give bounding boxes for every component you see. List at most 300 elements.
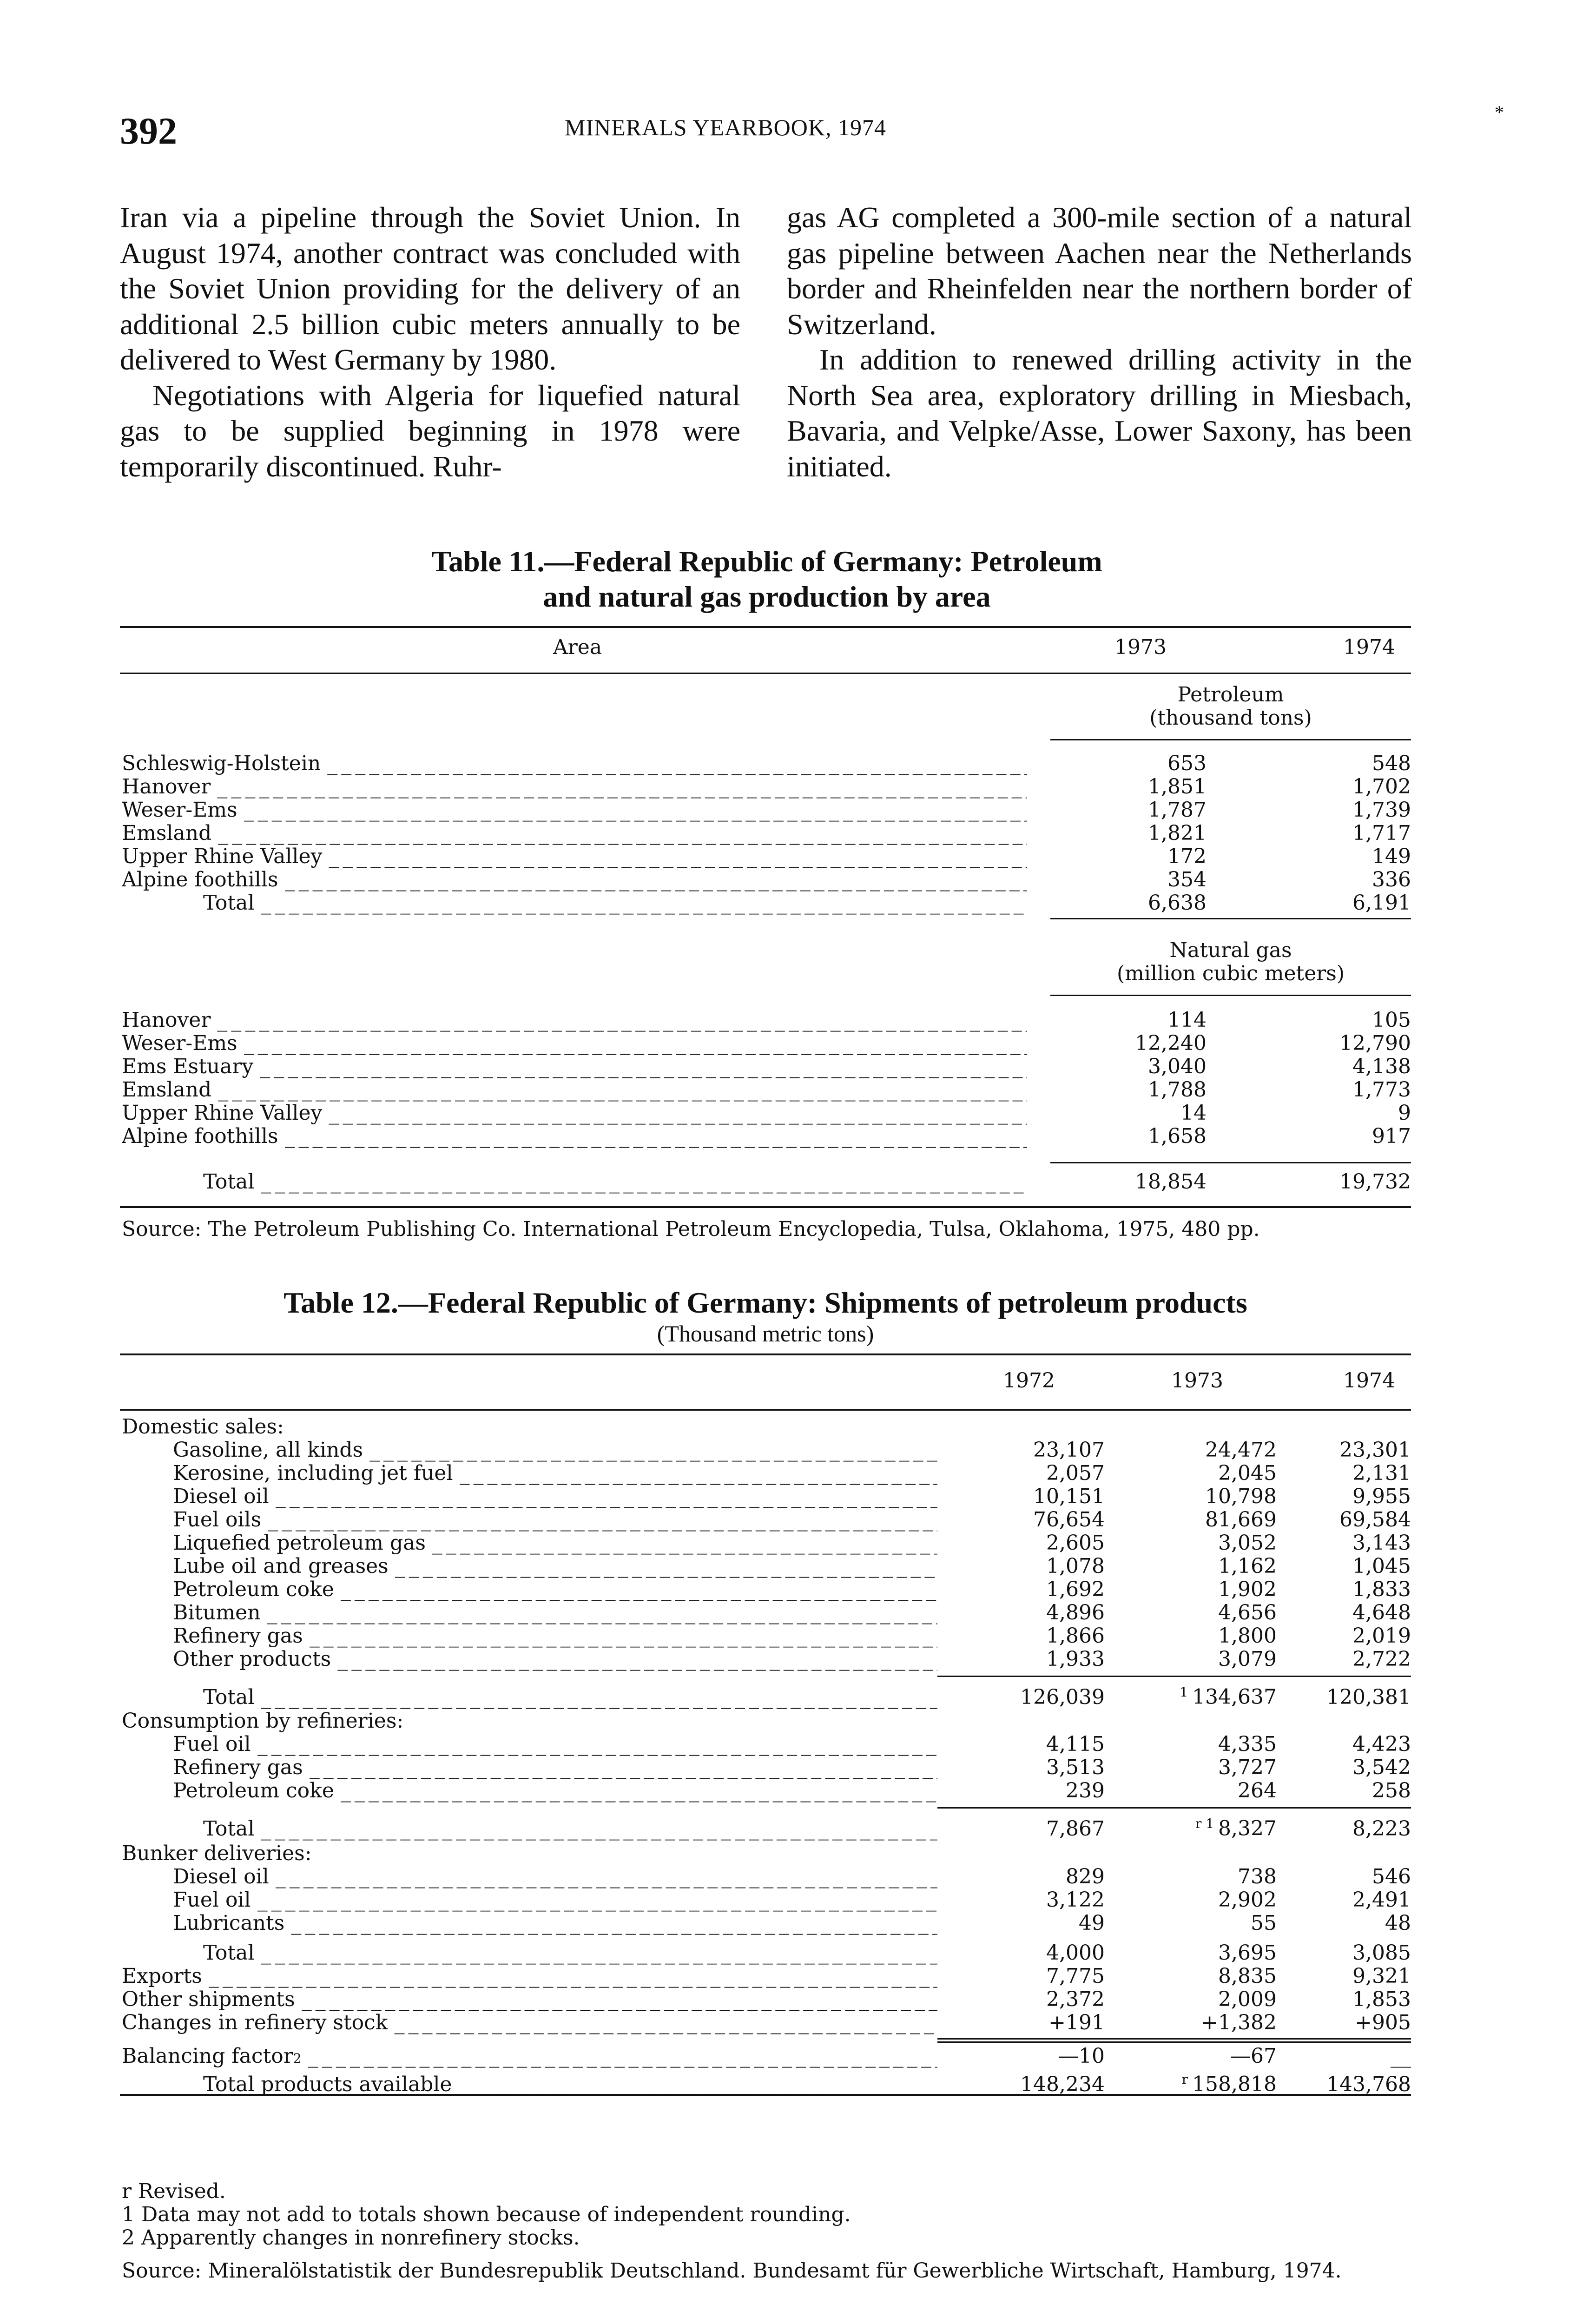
table11-title-line1: Table 11.—Federal Republic of Germany: Petroleum bbox=[431, 545, 1102, 578]
cell-value: 10,151 bbox=[1033, 1485, 1105, 1508]
row-label bbox=[122, 1462, 937, 1485]
row-label-text: Petroleum coke bbox=[173, 1578, 334, 1601]
table12-footnotes bbox=[122, 2180, 1411, 2250]
table-row bbox=[122, 2045, 1411, 2068]
petroleum-header-line1: Petroleum bbox=[1177, 683, 1284, 706]
cell-value: 12,240 bbox=[1135, 1031, 1207, 1055]
row-label bbox=[122, 1555, 937, 1578]
cell-value: 546 bbox=[1372, 1865, 1411, 1888]
table-row bbox=[122, 891, 1411, 915]
leader-dots bbox=[369, 1439, 937, 1462]
row-label bbox=[122, 1170, 1027, 1194]
leader-dots bbox=[432, 1532, 937, 1555]
cell-value: 3,513 bbox=[1046, 1756, 1105, 1779]
row-label bbox=[122, 1578, 937, 1601]
leader-dots bbox=[394, 2011, 937, 2034]
leader-dots bbox=[310, 1624, 937, 1648]
cell-value: 76,654 bbox=[1033, 1508, 1105, 1532]
cell-value: 653 bbox=[1167, 752, 1207, 775]
leader-dots bbox=[218, 822, 1027, 845]
table-row bbox=[122, 799, 1411, 822]
cell-value: 6,638 bbox=[1148, 891, 1207, 915]
row-label bbox=[122, 1648, 937, 1671]
cell-value: 1,658 bbox=[1148, 1124, 1207, 1148]
row-label-text: Weser-Ems bbox=[122, 799, 237, 822]
cell-value: 1,078 bbox=[1046, 1554, 1105, 1578]
cell-value: 1,853 bbox=[1352, 1987, 1411, 2011]
row-label bbox=[122, 1601, 937, 1624]
cell-value: 4,138 bbox=[1352, 1055, 1411, 1078]
rule bbox=[120, 1206, 1411, 1208]
cell-value: 1,788 bbox=[1148, 1078, 1207, 1102]
row-label bbox=[122, 799, 1027, 822]
cell-value: 2,605 bbox=[1046, 1531, 1105, 1555]
cell-value: 10,798 bbox=[1205, 1485, 1277, 1508]
rule bbox=[120, 1409, 1411, 1411]
cell-value: 3,085 bbox=[1352, 1941, 1411, 1965]
cell-value: 8,223 bbox=[1352, 1816, 1411, 1841]
table-row bbox=[122, 1965, 1411, 1988]
col-header-1973: 1973 bbox=[1114, 635, 1167, 659]
row-label-text: Diesel oil bbox=[173, 1485, 269, 1508]
cell-value: 3,727 bbox=[1218, 1756, 1277, 1779]
leader-dots bbox=[217, 775, 1027, 799]
row-label bbox=[122, 1055, 1027, 1078]
paragraph: Negotiations with Algeria for liquefied natural gas to be supplied beginning in 1978 were temporarily discontinued. Ruhr- bbox=[120, 378, 740, 483]
table-row bbox=[122, 845, 1411, 868]
leader-dots bbox=[217, 1009, 1027, 1032]
cell-value: 829 bbox=[1066, 1865, 1105, 1888]
cell-value: 2,131 bbox=[1352, 1461, 1411, 1485]
cell-value: 19,732 bbox=[1339, 1170, 1411, 1194]
leader-dots bbox=[327, 752, 1027, 775]
rule bbox=[1050, 1162, 1411, 1163]
row-label-text: Weser-Ems bbox=[122, 1032, 237, 1055]
leader-dots bbox=[261, 1817, 937, 1841]
row-label-text: Exports bbox=[122, 1965, 202, 1988]
cell-value: 4,335 bbox=[1218, 1732, 1277, 1756]
cell-value: 1,739 bbox=[1352, 798, 1411, 822]
cell-value: $^1$ 134,637 bbox=[1180, 1684, 1277, 1709]
row-label-text: Refinery gas bbox=[173, 1756, 303, 1779]
gas-total-row bbox=[122, 1170, 1411, 1194]
leader-dots bbox=[302, 1988, 937, 2011]
leader-dots bbox=[291, 1912, 937, 1935]
section-header-domestic: Domestic sales: bbox=[122, 1415, 284, 1439]
row-label-text: Other products bbox=[173, 1648, 331, 1671]
table12-subtitle: (Thousand metric tons) bbox=[657, 1320, 874, 1347]
row-label bbox=[122, 775, 1027, 799]
row-label-text: Upper Rhine Valley bbox=[122, 845, 323, 868]
leader-dots bbox=[310, 1756, 937, 1779]
cell-value: 2,722 bbox=[1352, 1647, 1411, 1671]
leader-dots bbox=[329, 845, 1027, 868]
cell-value: $^{r 1}$ 8,327 bbox=[1195, 1816, 1277, 1841]
table11-title bbox=[279, 544, 1255, 614]
cell-value: +1,382 bbox=[1201, 2011, 1277, 2034]
table-row bbox=[122, 2011, 1411, 2034]
cell-value: 143,768 bbox=[1326, 2072, 1411, 2096]
rule bbox=[120, 1353, 1411, 1355]
cell-value: +191 bbox=[1048, 2011, 1105, 2034]
petroleum-header-line2: (thousand tons) bbox=[1149, 706, 1312, 730]
cell-value: 2,902 bbox=[1218, 1888, 1277, 1912]
cell-value: 1,821 bbox=[1148, 821, 1207, 845]
spacer bbox=[122, 1935, 1411, 1941]
running-title: MINERALS YEARBOOK, 1974 bbox=[565, 114, 886, 140]
leader-dots bbox=[268, 1508, 937, 1532]
cell-value: 2,057 bbox=[1046, 1461, 1105, 1485]
rule bbox=[120, 673, 1411, 674]
cell-value: 1,162 bbox=[1218, 1554, 1277, 1578]
spacer bbox=[122, 1809, 1411, 1812]
row-label bbox=[122, 752, 1027, 775]
text-column-left bbox=[120, 200, 740, 484]
table-row bbox=[122, 1888, 1411, 1912]
table-row bbox=[122, 1102, 1411, 1125]
row-label-text: Total bbox=[203, 1685, 255, 1709]
cell-value: 4,423 bbox=[1352, 1732, 1411, 1756]
row-label-text: Lubricants bbox=[173, 1912, 285, 1935]
row-label bbox=[122, 1888, 937, 1912]
row-label-text: Total bbox=[203, 1817, 255, 1841]
cell-value: 917 bbox=[1372, 1124, 1411, 1148]
cell-value: 24,472 bbox=[1205, 1438, 1277, 1462]
cell-value: 49 bbox=[1079, 1911, 1105, 1935]
leader-dots bbox=[260, 1055, 1027, 1078]
row-label bbox=[122, 1733, 937, 1756]
paragraph: In addition to renewed drilling activity in the North Sea area, exploratory drilling in Miesbach, Bavaria, and Velpke/Asse, Lower Saxony, has been initiated. bbox=[787, 343, 1412, 483]
cell-value: 1,702 bbox=[1352, 775, 1411, 799]
leader-dots bbox=[267, 1601, 937, 1624]
cell-value: 1,787 bbox=[1148, 798, 1207, 822]
row-label-text: Fuel oil bbox=[173, 1888, 251, 1912]
cell-value: 8,835 bbox=[1218, 1964, 1277, 1988]
page-number: 392 bbox=[120, 110, 177, 152]
row-label bbox=[122, 822, 1027, 845]
leader-dots bbox=[341, 1779, 937, 1802]
rule bbox=[1050, 918, 1411, 919]
cell-value: 2,019 bbox=[1352, 1624, 1411, 1648]
table-row bbox=[122, 1462, 1411, 1485]
leader-dots bbox=[329, 1102, 1027, 1125]
cell-value: 9 bbox=[1398, 1101, 1411, 1125]
cell-value: __ bbox=[1391, 2044, 1411, 2068]
cell-value: 3,040 bbox=[1148, 1055, 1207, 1078]
petroleum-table bbox=[122, 752, 1411, 915]
paragraph: gas AG completed a 300-mile section of a natural gas pipeline between Aachen near the Netherlands border and Rheinfelden near the northern border of Switzerland. bbox=[787, 201, 1412, 341]
total-row bbox=[122, 1941, 1411, 1965]
cell-value: 23,301 bbox=[1339, 1438, 1411, 1462]
row-label bbox=[122, 1779, 937, 1802]
paragraph: Iran via a pipeline through the Soviet Union. In August 1974, another contract was concluded with the Soviet Union providing for the delivery of an additional 2.5 billion cubic meters annually to be delivered to West Germany by 1980. bbox=[120, 201, 740, 376]
leader-dots bbox=[257, 1733, 937, 1756]
row-label bbox=[122, 1009, 1027, 1032]
leader-dots bbox=[261, 1941, 937, 1965]
cell-value: 354 bbox=[1167, 868, 1207, 891]
spacer bbox=[122, 1677, 1411, 1681]
cell-value: 12,790 bbox=[1339, 1031, 1411, 1055]
cell-value: 239 bbox=[1066, 1779, 1105, 1802]
table12-body bbox=[122, 1415, 1411, 2096]
col-header-area: Area bbox=[553, 635, 602, 659]
table-row bbox=[122, 1578, 1411, 1601]
leader-dots bbox=[337, 1648, 937, 1671]
row-label bbox=[122, 1941, 937, 1965]
row-label-text: Ems Estuary bbox=[122, 1055, 254, 1078]
cell-value: 1,933 bbox=[1046, 1647, 1105, 1671]
table-row bbox=[122, 1125, 1411, 1148]
leader-dots bbox=[218, 1078, 1027, 1102]
cell-value: 1,866 bbox=[1046, 1624, 1105, 1648]
rule bbox=[1050, 739, 1411, 740]
row-label bbox=[122, 868, 1027, 891]
row-label-text: Hanover bbox=[122, 1009, 211, 1032]
section-header-bunker: Bunker deliveries: bbox=[122, 1842, 312, 1865]
row-label-text: Bitumen bbox=[173, 1601, 261, 1624]
row-label-text: Hanover bbox=[122, 775, 211, 799]
leader-dots bbox=[285, 1125, 1027, 1148]
table-row bbox=[122, 1988, 1411, 2011]
total-row bbox=[122, 1681, 1411, 1709]
table-row bbox=[122, 1733, 1411, 1756]
leader-dots bbox=[261, 891, 1027, 915]
row-label bbox=[122, 2045, 937, 2070]
row-label-text: Diesel oil bbox=[173, 1865, 269, 1888]
row-label-text: Refinery gas bbox=[173, 1624, 303, 1648]
spacer bbox=[122, 2034, 1411, 2038]
table-row bbox=[122, 1032, 1411, 1055]
row-label-text: Total bbox=[203, 1941, 255, 1965]
gas-table bbox=[122, 1009, 1411, 1148]
row-label bbox=[122, 1439, 937, 1462]
table-row bbox=[122, 1055, 1411, 1078]
cell-value: 81,669 bbox=[1205, 1508, 1277, 1532]
row-label-text: Gasoline, all kinds bbox=[173, 1439, 363, 1462]
cell-value: 120,381 bbox=[1326, 1685, 1411, 1709]
col-header-1972: 1972 bbox=[1003, 1369, 1055, 1393]
spacer bbox=[122, 1802, 1411, 1807]
cell-value: 1,800 bbox=[1218, 1624, 1277, 1648]
table-row bbox=[122, 1508, 1411, 1532]
cell-value: 1,902 bbox=[1218, 1578, 1277, 1601]
cell-value: 48 bbox=[1385, 1911, 1411, 1935]
cell-value: 69,584 bbox=[1339, 1508, 1411, 1532]
row-label-text: Total bbox=[203, 1170, 255, 1194]
footnote-marker: 2 bbox=[293, 2051, 302, 2066]
row-label-text: Other shipments bbox=[122, 1988, 295, 2011]
table11-title-line2: and natural gas production by area bbox=[543, 580, 991, 613]
leader-dots bbox=[276, 1485, 937, 1508]
cell-value: 3,695 bbox=[1218, 1941, 1277, 1965]
cell-value: 126,039 bbox=[1020, 1685, 1105, 1709]
row-label-text: Upper Rhine Valley bbox=[122, 1102, 323, 1125]
cell-value: 9,955 bbox=[1352, 1485, 1411, 1508]
row-label bbox=[122, 891, 1027, 915]
row-label bbox=[122, 2073, 937, 2096]
table-row bbox=[122, 1624, 1411, 1648]
cell-value: 336 bbox=[1372, 868, 1411, 891]
cell-value: 2,491 bbox=[1352, 1888, 1411, 1912]
cell-value: 4,896 bbox=[1046, 1601, 1105, 1624]
table-row bbox=[122, 752, 1411, 775]
row-label-text: Lube oil and greases bbox=[173, 1555, 389, 1578]
table-row bbox=[122, 1648, 1411, 1671]
cell-value: 3,122 bbox=[1046, 1888, 1105, 1912]
row-label bbox=[122, 1032, 1027, 1055]
table-row bbox=[122, 1078, 1411, 1102]
row-label-text: Petroleum coke bbox=[173, 1779, 334, 1802]
row-label bbox=[122, 1756, 937, 1779]
leader-dots bbox=[257, 1888, 937, 1912]
row-label bbox=[122, 1624, 937, 1648]
leader-dots bbox=[460, 1462, 937, 1485]
total-row bbox=[122, 1812, 1411, 1841]
cell-value: 2,045 bbox=[1218, 1461, 1277, 1485]
footnote-marker: r bbox=[1181, 2072, 1193, 2087]
cell-value: 2,009 bbox=[1218, 1987, 1277, 2011]
cell-value: 1,717 bbox=[1352, 821, 1411, 845]
leader-dots bbox=[209, 1965, 937, 1988]
row-label bbox=[122, 1912, 937, 1935]
row-label-text: Emsland bbox=[122, 1078, 212, 1102]
row-label-text: Schleswig-Holstein bbox=[122, 752, 321, 775]
footnote-revised: r Revised. bbox=[122, 2179, 226, 2203]
leader-dots bbox=[261, 1686, 937, 1709]
row-label bbox=[122, 1078, 1027, 1102]
leader-dots bbox=[458, 2073, 937, 2096]
cell-value: $^r$ 158,818 bbox=[1181, 2072, 1277, 2096]
gas-header bbox=[1050, 939, 1411, 985]
table-row bbox=[122, 1532, 1411, 1555]
cell-value: 4,000 bbox=[1046, 1941, 1105, 1965]
cell-value: 3,542 bbox=[1352, 1756, 1411, 1779]
gas-header-line2: (million cubic meters) bbox=[1116, 962, 1345, 985]
cell-value: 1,045 bbox=[1352, 1554, 1411, 1578]
cell-value: 23,107 bbox=[1033, 1438, 1105, 1462]
cell-value: 258 bbox=[1372, 1779, 1411, 1802]
table11-source: Source: The Petroleum Publishing Co. International Petroleum Encyclopedia, Tulsa, Oklahoma, 1975, 480 pp. bbox=[122, 1217, 1260, 1241]
cell-value: 7,775 bbox=[1046, 1964, 1105, 1988]
rule bbox=[120, 626, 1411, 628]
rule bbox=[1050, 995, 1411, 996]
cell-value: 55 bbox=[1251, 1911, 1277, 1935]
row-label-text: Liquefied petroleum gas bbox=[173, 1532, 426, 1555]
cell-value: —10 bbox=[1058, 2044, 1105, 2068]
cell-value: 7,867 bbox=[1046, 1816, 1105, 1841]
leader-dots bbox=[276, 1865, 937, 1888]
col-header-1973: 1973 bbox=[1171, 1369, 1223, 1393]
table-row bbox=[122, 1865, 1411, 1888]
table-row bbox=[122, 868, 1411, 891]
cell-value: 3,052 bbox=[1218, 1531, 1277, 1555]
footnote-2: 2 Apparently changes in nonrefinery stocks. bbox=[122, 2226, 580, 2250]
row-label bbox=[122, 1686, 937, 1709]
leader-dots bbox=[308, 2045, 937, 2068]
row-label bbox=[122, 845, 1027, 868]
cell-value: 738 bbox=[1238, 1865, 1277, 1888]
cell-value: 105 bbox=[1372, 1008, 1411, 1032]
footnote-marker: r 1 bbox=[1195, 1816, 1219, 1831]
spacer bbox=[122, 1671, 1411, 1676]
col-header-1974: 1974 bbox=[1343, 1369, 1395, 1393]
cell-value: 6,191 bbox=[1352, 891, 1411, 915]
leader-dots bbox=[341, 1578, 937, 1601]
cell-value: 9,321 bbox=[1352, 1964, 1411, 1988]
row-label bbox=[122, 1988, 937, 2011]
row-label bbox=[122, 1508, 937, 1532]
table-row bbox=[122, 1601, 1411, 1624]
cell-value: 172 bbox=[1167, 845, 1207, 868]
row-label bbox=[122, 1125, 1027, 1148]
cell-value: 4,656 bbox=[1218, 1601, 1277, 1624]
row-label bbox=[122, 1485, 937, 1508]
table12-title: Table 12.—Federal Republic of Germany: Shipments of petroleum products bbox=[284, 1286, 1247, 1319]
row-label-text: Balancing factor bbox=[122, 2045, 293, 2068]
row-label bbox=[122, 1965, 937, 1988]
row-label-text: Alpine foothills bbox=[122, 868, 278, 891]
footnote-1: 1 Data may not add to totals shown because of independent rounding. bbox=[122, 2203, 851, 2226]
leader-dots bbox=[285, 868, 1027, 891]
table-row bbox=[122, 1485, 1411, 1508]
leader-dots bbox=[244, 799, 1027, 822]
row-label-text: Fuel oil bbox=[173, 1733, 251, 1756]
petroleum-header bbox=[1050, 683, 1411, 730]
cell-value: 1,692 bbox=[1046, 1578, 1105, 1601]
row-label bbox=[122, 1102, 1027, 1125]
cell-value: 1,773 bbox=[1352, 1078, 1411, 1102]
table12-source: Source: Mineralölstatistik der Bundesrepublik Deutschland. Bundesamt für Gewerbliche Wirtschaft, Hamburg, 1974. bbox=[122, 2259, 1342, 2283]
cell-value: 2,372 bbox=[1046, 1987, 1105, 2011]
cell-value: 3,079 bbox=[1218, 1647, 1277, 1671]
cell-value: 264 bbox=[1238, 1779, 1277, 1802]
cell-value: 1,833 bbox=[1352, 1578, 1411, 1601]
cell-value: 148,234 bbox=[1020, 2072, 1105, 2096]
total-row bbox=[122, 2068, 1411, 2096]
row-label-text: Emsland bbox=[122, 822, 212, 845]
cell-value: 4,648 bbox=[1352, 1601, 1411, 1624]
row-label-text: Changes in refinery stock bbox=[122, 2011, 388, 2034]
cell-value: 114 bbox=[1167, 1008, 1207, 1032]
row-label bbox=[122, 1865, 937, 1888]
cell-value: +905 bbox=[1355, 2011, 1411, 2034]
leader-dots bbox=[261, 1170, 1027, 1194]
row-label-text: Total products available bbox=[203, 2073, 452, 2096]
cell-value: 149 bbox=[1372, 845, 1411, 868]
gas-header-line1: Natural gas bbox=[1169, 938, 1292, 962]
table-row bbox=[122, 1912, 1411, 1935]
cell-value: 4,115 bbox=[1046, 1732, 1105, 1756]
cell-value: 1,851 bbox=[1148, 775, 1207, 799]
table-row bbox=[122, 775, 1411, 799]
row-label-text: Fuel oils bbox=[173, 1508, 262, 1532]
corner-mark: * bbox=[1495, 102, 1504, 123]
text-column-right bbox=[787, 200, 1412, 484]
row-label-text: Total bbox=[203, 891, 255, 915]
table-row bbox=[122, 1170, 1411, 1194]
cell-value: —67 bbox=[1230, 2044, 1277, 2068]
cell-value: 18,854 bbox=[1135, 1170, 1207, 1194]
table-row bbox=[122, 822, 1411, 845]
table-row bbox=[122, 1756, 1411, 1779]
col-header-1974: 1974 bbox=[1343, 635, 1395, 659]
footnote-marker: 1 bbox=[1180, 1684, 1193, 1700]
row-label-text: Kerosine, including jet fuel bbox=[173, 1462, 453, 1485]
section-header-consumption: Consumption by refineries: bbox=[122, 1709, 404, 1733]
table-row bbox=[122, 1009, 1411, 1032]
row-label bbox=[122, 1532, 937, 1555]
table-row bbox=[122, 1779, 1411, 1802]
